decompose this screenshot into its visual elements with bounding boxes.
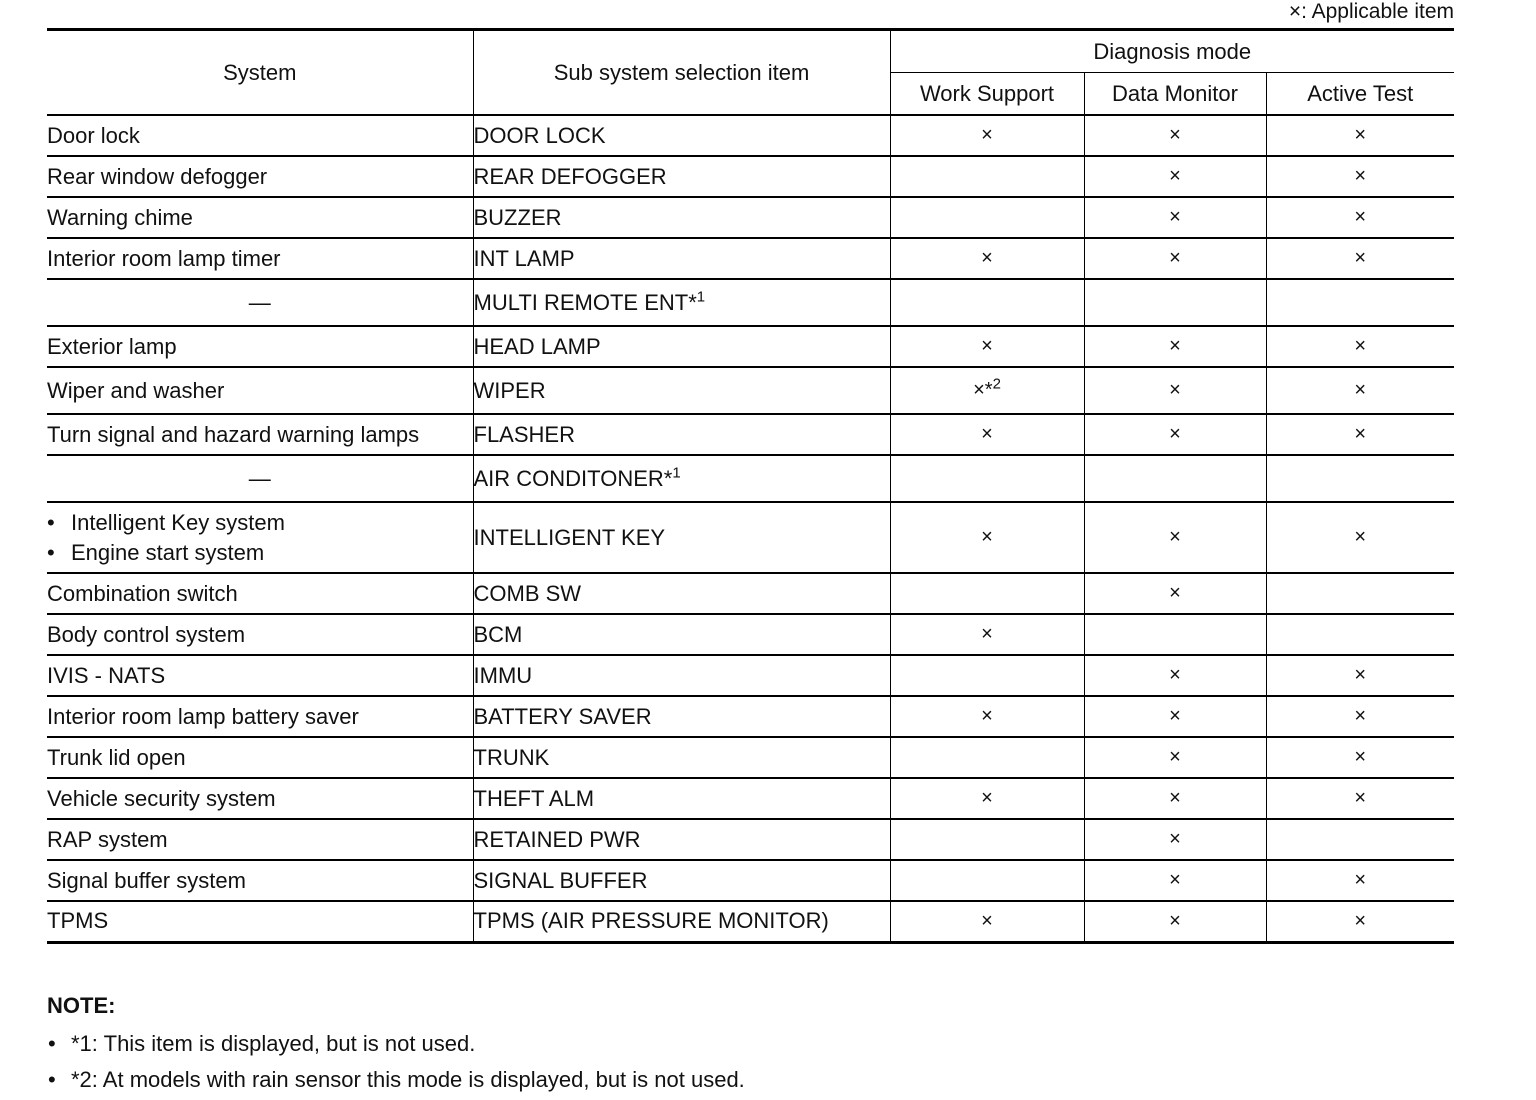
sub-system-cell xyxy=(473,573,890,614)
sub-system-label: AIR CONDITONER* xyxy=(473,465,673,491)
work-support-cell xyxy=(890,414,1084,455)
applicable-mark: × xyxy=(1354,423,1367,445)
sub-system-label: TPMS (AIR PRESSURE MONITOR) xyxy=(473,908,829,934)
table-body xyxy=(47,115,1454,942)
active-test-cell xyxy=(1266,614,1454,655)
work-support-cell xyxy=(890,326,1084,367)
sub-system-label: TRUNK xyxy=(473,744,550,770)
data-monitor-cell xyxy=(1084,238,1266,279)
data-monitor-cell xyxy=(1084,279,1266,326)
system-cell: Exterior lamp xyxy=(47,326,473,367)
system-cell: Turn signal and hazard warning lamps xyxy=(47,414,473,455)
sub-system-cell xyxy=(473,502,890,573)
header-sub-system: Sub system selection item xyxy=(473,30,890,116)
work-support-cell xyxy=(890,778,1084,819)
data-monitor-cell xyxy=(1084,115,1266,156)
sub-system-cell xyxy=(473,326,890,367)
table-row xyxy=(47,502,1454,573)
active-test-cell xyxy=(1266,238,1454,279)
applicable-mark: × xyxy=(1169,247,1181,269)
applicable-mark: × xyxy=(981,909,993,932)
system-cell: IVIS - NATS xyxy=(47,655,473,696)
applicable-mark: × xyxy=(1169,582,1181,604)
applicable-mark: × xyxy=(981,124,993,146)
active-test-cell xyxy=(1266,737,1454,778)
applicable-mark: × xyxy=(1354,165,1367,187)
active-test-cell xyxy=(1266,326,1454,367)
active-test-cell xyxy=(1266,156,1454,197)
applicable-mark: × xyxy=(1354,705,1367,727)
active-test-cell xyxy=(1266,115,1454,156)
sub-system-cell xyxy=(473,197,890,238)
sub-system-label: MULTI REMOTE ENT* xyxy=(473,289,697,315)
system-cell: Combination switch xyxy=(47,573,473,614)
applicable-mark: × xyxy=(1354,869,1367,891)
sub-system-cell xyxy=(473,655,890,696)
active-test-cell xyxy=(1266,860,1454,901)
system-cell: Rear window defogger xyxy=(47,156,473,197)
header-work-support: Work Support xyxy=(890,73,1084,116)
system-list-item: • Intelligent Key system xyxy=(47,508,473,538)
system-cell: — xyxy=(47,279,473,326)
work-support-cell xyxy=(890,115,1084,156)
sub-system-cell xyxy=(473,860,890,901)
active-test-cell xyxy=(1266,655,1454,696)
applicable-mark: × xyxy=(1354,379,1367,401)
sub-system-label: IMMU xyxy=(473,662,533,688)
table-row xyxy=(47,901,1454,942)
data-monitor-cell xyxy=(1084,614,1266,655)
work-support-cell xyxy=(890,819,1084,860)
system-cell: Interior room lamp battery saver xyxy=(47,696,473,737)
active-test-cell xyxy=(1266,778,1454,819)
sub-system-cell xyxy=(473,367,890,414)
data-monitor-cell xyxy=(1084,737,1266,778)
note-title: NOTE: xyxy=(47,993,116,1018)
sub-system-cell xyxy=(473,156,890,197)
system-cell xyxy=(47,502,473,573)
applicable-mark: × xyxy=(1354,746,1367,768)
data-monitor-cell xyxy=(1084,860,1266,901)
sub-system-cell xyxy=(473,279,890,326)
sub-system-cell xyxy=(473,238,890,279)
applicable-mark: × xyxy=(1354,526,1367,548)
sub-system-label: BATTERY SAVER xyxy=(473,703,652,729)
sub-system-label: SIGNAL BUFFER xyxy=(473,867,648,893)
sub-system-label: RETAINED PWR xyxy=(473,826,641,852)
data-monitor-cell xyxy=(1084,696,1266,737)
header-active-test: Active Test xyxy=(1266,73,1454,116)
applicable-mark: × xyxy=(1354,335,1367,357)
work-support-cell xyxy=(890,737,1084,778)
data-monitor-cell xyxy=(1084,367,1266,414)
sub-system-cell xyxy=(473,414,890,455)
footnote-ref: 1 xyxy=(696,288,706,306)
sub-system-cell xyxy=(473,614,890,655)
table-row xyxy=(47,197,1454,238)
table-row xyxy=(47,326,1454,367)
active-test-cell xyxy=(1266,455,1454,502)
sub-system-label: HEAD LAMP xyxy=(473,333,601,359)
work-support-cell xyxy=(890,502,1084,573)
applicable-mark: × xyxy=(1169,423,1181,445)
data-monitor-cell xyxy=(1084,414,1266,455)
table-row xyxy=(47,367,1454,414)
work-support-cell xyxy=(890,655,1084,696)
table-row xyxy=(47,455,1454,502)
applicable-mark: × xyxy=(1169,335,1181,357)
applicable-mark: × xyxy=(981,787,993,809)
sub-system-label: WIPER xyxy=(473,377,546,403)
diagnosis-table xyxy=(47,28,1454,944)
data-monitor-cell xyxy=(1084,455,1266,502)
sub-system-cell xyxy=(473,455,890,502)
applicable-mark: × xyxy=(1354,247,1367,269)
sub-system-label: THEFT ALM xyxy=(473,785,595,811)
data-monitor-cell xyxy=(1084,326,1266,367)
footnote-ref: 1 xyxy=(672,464,681,482)
work-support-cell xyxy=(890,156,1084,197)
sub-system-label: REAR DEFOGGER xyxy=(473,163,667,189)
table-row xyxy=(47,279,1454,326)
system-cell: TPMS xyxy=(47,901,473,942)
applicable-mark: × xyxy=(1354,787,1367,809)
legend: ×: Applicable item xyxy=(1288,0,1454,23)
sub-system-label: BCM xyxy=(473,621,523,647)
applicable-mark: × xyxy=(1169,787,1181,809)
work-support-cell xyxy=(890,279,1084,326)
applicable-mark: × xyxy=(1169,379,1181,401)
table-row xyxy=(47,156,1454,197)
sub-system-label: INTELLIGENT KEY xyxy=(473,524,666,550)
table-row xyxy=(47,737,1454,778)
active-test-cell xyxy=(1266,414,1454,455)
work-support-cell xyxy=(890,860,1084,901)
applicable-mark: × xyxy=(981,526,993,548)
sub-system-label: FLASHER xyxy=(473,421,575,447)
applicable-mark: × xyxy=(1169,746,1181,768)
table-row xyxy=(47,655,1454,696)
data-monitor-cell xyxy=(1084,156,1266,197)
work-support-cell xyxy=(890,696,1084,737)
note-section xyxy=(47,992,1447,1098)
applicable-mark: × xyxy=(981,335,993,357)
system-cell: Signal buffer system xyxy=(47,860,473,901)
active-test-cell xyxy=(1266,279,1454,326)
system-cell: Trunk lid open xyxy=(47,737,473,778)
applicable-mark: × xyxy=(1354,664,1367,686)
active-test-cell xyxy=(1266,696,1454,737)
work-support-cell xyxy=(890,238,1084,279)
sub-system-cell xyxy=(473,737,890,778)
applicable-mark: × xyxy=(1169,705,1181,727)
sub-system-cell xyxy=(473,115,890,156)
active-test-cell xyxy=(1266,819,1454,860)
active-test-cell xyxy=(1266,573,1454,614)
applicable-mark: × xyxy=(1354,206,1367,228)
system-list xyxy=(47,508,473,568)
active-test-cell xyxy=(1266,502,1454,573)
table-row xyxy=(47,238,1454,279)
table-row xyxy=(47,778,1454,819)
table-row xyxy=(47,819,1454,860)
header-data-monitor: Data Monitor xyxy=(1084,73,1266,116)
system-cell: RAP system xyxy=(47,819,473,860)
note-list xyxy=(47,1026,1447,1098)
system-cell: — xyxy=(47,455,473,502)
system-cell: Door lock xyxy=(47,115,473,156)
data-monitor-cell xyxy=(1084,655,1266,696)
applicable-mark: × xyxy=(1169,526,1181,548)
applicable-mark: × xyxy=(981,705,993,727)
note-item: • *1: This item is displayed, but is not used. xyxy=(47,1026,1447,1062)
table-row xyxy=(47,614,1454,655)
sub-system-label: COMB SW xyxy=(473,580,582,606)
header-system: System xyxy=(47,30,473,116)
applicable-mark: × xyxy=(1169,909,1181,932)
system-cell: Vehicle security system xyxy=(47,778,473,819)
sub-system-cell xyxy=(473,778,890,819)
header-diagnosis-mode: Diagnosis mode xyxy=(890,30,1454,73)
applicable-mark: × xyxy=(1169,206,1181,228)
sub-system-cell xyxy=(473,819,890,860)
data-monitor-cell xyxy=(1084,197,1266,238)
applicable-mark: × xyxy=(1169,828,1181,850)
work-support-cell xyxy=(890,367,1084,414)
table-row xyxy=(47,414,1454,455)
table-row xyxy=(47,696,1454,737)
work-support-cell xyxy=(890,614,1084,655)
work-support-cell xyxy=(890,455,1084,502)
system-cell: Warning chime xyxy=(47,197,473,238)
work-support-cell xyxy=(890,573,1084,614)
active-test-cell xyxy=(1266,197,1454,238)
data-monitor-cell xyxy=(1084,901,1266,942)
active-test-cell xyxy=(1266,367,1454,414)
sub-system-label: BUZZER xyxy=(473,204,562,230)
sub-system-label: DOOR LOCK xyxy=(473,122,606,148)
applicable-mark: × xyxy=(981,623,993,645)
sub-system-cell xyxy=(473,901,890,942)
system-cell: Interior room lamp timer xyxy=(47,238,473,279)
footnote-ref: 2 xyxy=(992,375,1001,393)
system-cell: Wiper and washer xyxy=(47,367,473,414)
sub-system-label: INT LAMP xyxy=(473,245,575,271)
applicable-mark: × xyxy=(1169,869,1181,891)
applicable-mark: × xyxy=(981,247,993,269)
applicable-mark: × xyxy=(1169,165,1181,187)
sub-system-cell xyxy=(473,696,890,737)
note-item: • *2: At models with rain sensor this mode is displayed, but is not used. xyxy=(47,1062,1447,1098)
system-list-item: • Engine start system xyxy=(47,538,473,568)
work-support-cell xyxy=(890,197,1084,238)
applicable-mark: ×* xyxy=(973,379,993,401)
applicable-mark: × xyxy=(1169,664,1181,686)
applicable-mark: × xyxy=(1169,124,1181,146)
table-row xyxy=(47,573,1454,614)
data-monitor-cell xyxy=(1084,778,1266,819)
applicable-mark: × xyxy=(1354,909,1367,932)
applicable-mark: × xyxy=(1354,124,1367,146)
table-row xyxy=(47,115,1454,156)
data-monitor-cell xyxy=(1084,502,1266,573)
work-support-cell xyxy=(890,901,1084,942)
data-monitor-cell xyxy=(1084,573,1266,614)
table-row xyxy=(47,860,1454,901)
applicable-mark: × xyxy=(981,423,993,445)
data-monitor-cell xyxy=(1084,819,1266,860)
system-cell: Body control system xyxy=(47,614,473,655)
active-test-cell xyxy=(1266,901,1454,942)
